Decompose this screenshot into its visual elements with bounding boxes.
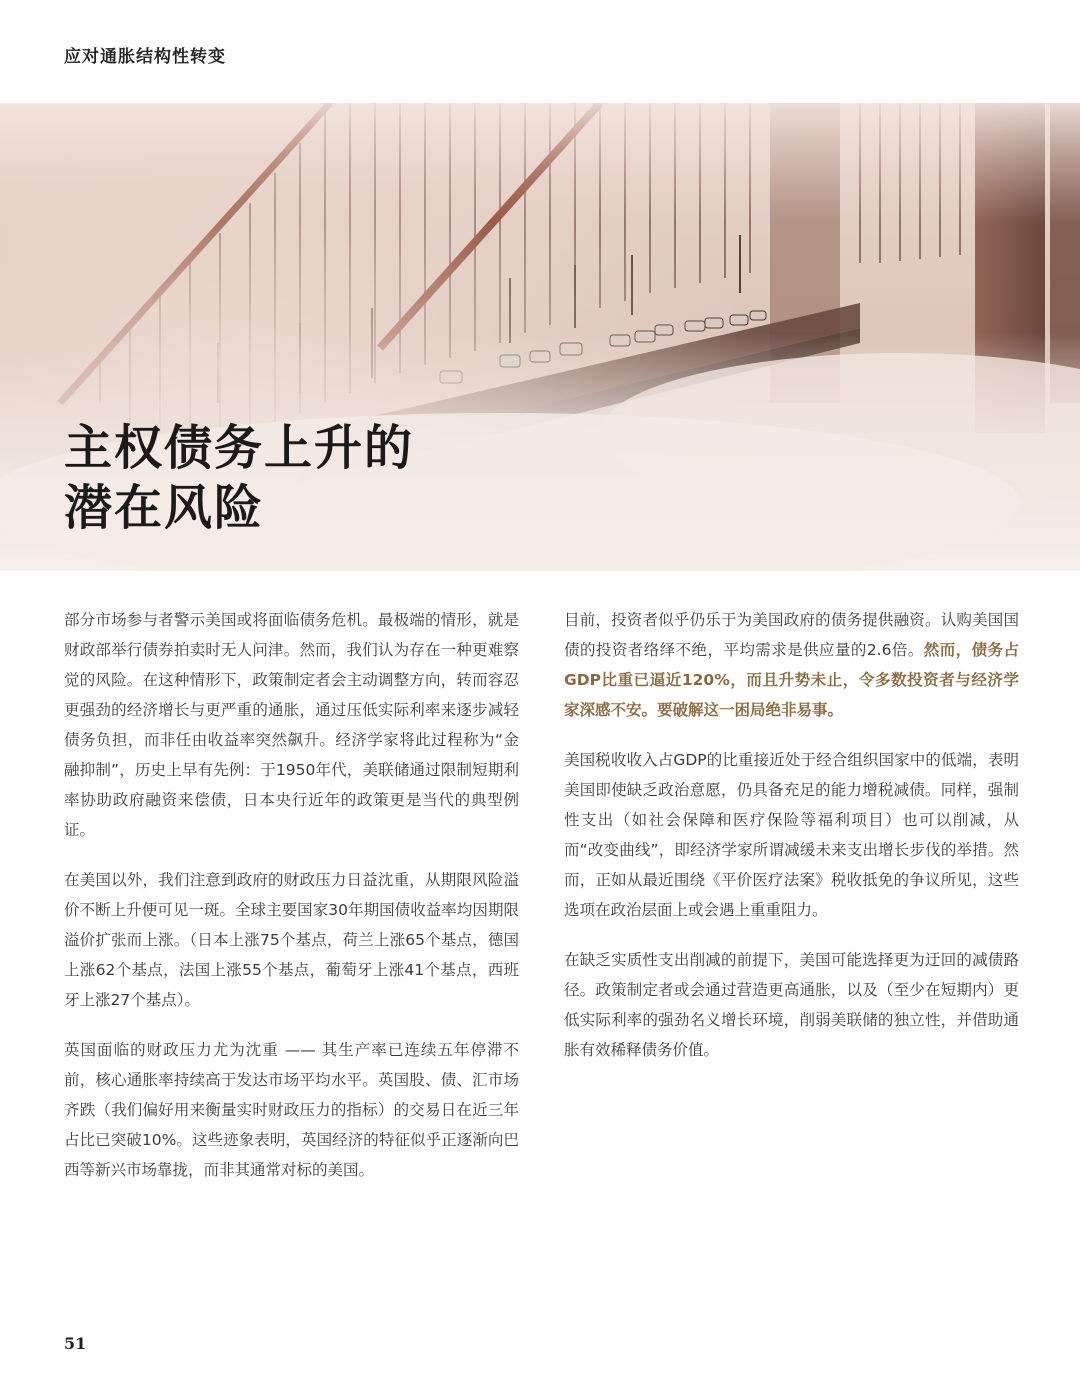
paragraph: 部分市场参与者警示美国或将面临债务危机。最极端的情形，就是财政部举行债券拍卖时无人问津。然而，我们认为存在一种更难察觉的风险。在这种情形下，政策制定者会主动调整方向，转而容忍更强劲的经济增长与更严重的通胀，通过压低实际利率来逐步减轻债务负担，而非任由收益率突然飙升。经济学家将此过程称为“金融抑制”，历史上早有先例：于1950年代，美联储通过限制短期利率协助政府融资来偿债，日本央行近年的政策更是当代的典型例证。 bbox=[64, 611, 519, 839]
page-number: 51 bbox=[64, 1334, 87, 1353]
paragraph-text: 目前，投资者似乎仍乐于为美国政府的债务提供融资。认购美国国债的投资者络绎不绝，平均需求是供应量的2.6倍。 bbox=[564, 611, 1019, 659]
running-head: 应对通胀结构性转变 bbox=[64, 47, 226, 67]
article-title-line2: 潜在风险 bbox=[64, 480, 265, 536]
article-title-line1: 主权债务上升的 bbox=[64, 420, 415, 476]
highlighted-text: 然而，债务占GDP比重已逼近120%，而且升势未止，令多数投资者与经济学家深感不安。要破解这一困局绝非易事。 bbox=[564, 641, 1019, 719]
paragraph bbox=[564, 605, 1019, 725]
paragraph: 在美国以外，我们注意到政府的财政压力日益沈重，从期限风险溢价不断上升便可见一斑。全球主要国家30年期国债收益率均因期限溢价扩张而上涨。（日本上涨75个基点，荷兰上涨65个基点，德国上涨62个基点，法国上涨55个基点，葡萄牙上涨41个基点，西班牙上涨27个基点）。 bbox=[64, 871, 519, 1009]
paragraph: 在缺乏实质性支出削减的前提下，美国可能选择更为迂回的减债路径。政策制定者或会通过营造更高通胀，以及（至少在短期内）更低实际利率的强劲名义增长环境，削弱美联储的独立性，并借助通胀有效稀释债务价值。 bbox=[564, 951, 1019, 1059]
right-column bbox=[564, 605, 1019, 1085]
left-column bbox=[64, 605, 519, 1205]
article-title bbox=[64, 418, 414, 538]
paragraph: 美国税收收入占GDP的比重接近处于经合组织国家中的低端，表明美国即使缺乏政治意愿，仍具备充足的能力增税减债。同样，强制性支出（如社会保障和医疗保险等福利项目）也可以削减，从而“改变曲线”，即经济学家所谓减缓未来支出增长步伐的举措。然而，正如从最近围绕《平价医疗法案》税收抵免的争议所见，这些选项在政治层面上或会遇上重重阻力。 bbox=[564, 751, 1019, 919]
paragraph: 英国面临的财政压力尤为沈重 —— 其生产率已连续五年停滞不前，核心通胀率持续高于发达市场平均水平。英国股、债、汇市场齐跌（我们偏好用来衡量实时财政压力的指标）的交易日在近三年占比已突破10%。这些迹象表明，英国经济的特征似乎正逐渐向巴西等新兴市场靠拢，而非其通常对标的美国。 bbox=[64, 1041, 519, 1179]
